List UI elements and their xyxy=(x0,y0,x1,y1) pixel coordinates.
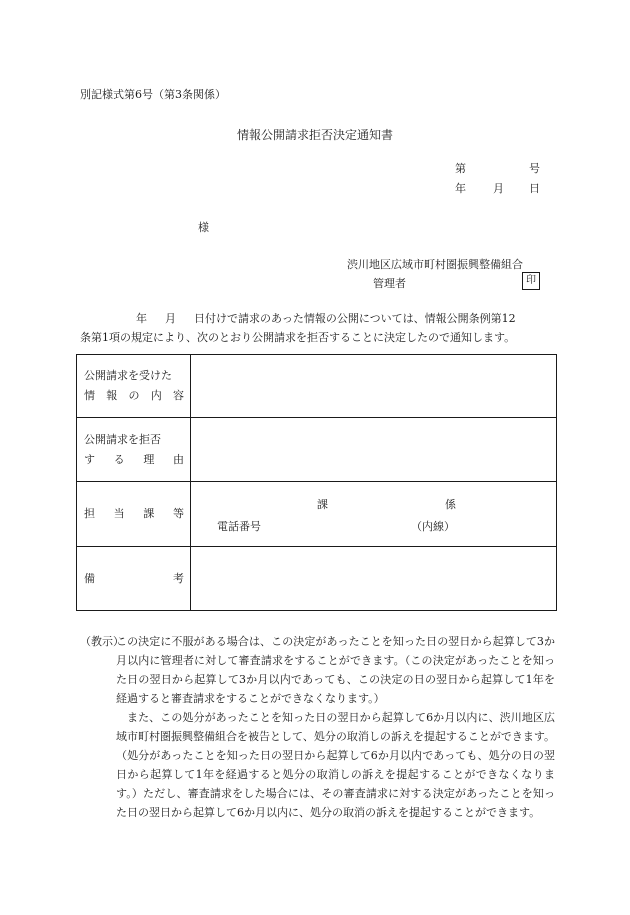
form-reference: 別記様式第6号（第3条関係） xyxy=(80,88,226,101)
body-year-label: 年 xyxy=(136,312,147,325)
date-month-label: 月 xyxy=(493,182,504,195)
table-row xyxy=(77,355,557,418)
label-department xyxy=(77,482,191,547)
label-char: 当 xyxy=(113,507,125,520)
body-line-2: 条第1項の規定により、次のとおり公開請求を拒否することに決定したので通知します。 xyxy=(80,331,516,344)
label-char: 備 xyxy=(84,571,95,585)
label-line: 公開請求を拒否 xyxy=(84,432,161,446)
label-char: 内 xyxy=(150,389,162,402)
label-char: 理 xyxy=(143,452,155,466)
table-row xyxy=(77,482,557,547)
label-line-spread xyxy=(84,569,190,589)
value-refusal-reason[interactable] xyxy=(191,418,557,482)
seal-mark: 印 xyxy=(522,272,540,290)
issuer-title: 管理者 xyxy=(373,277,406,290)
issuer-organization: 渋川地区広域市町村圏振興整備組合 xyxy=(347,258,523,271)
body-line-1 xyxy=(136,310,516,326)
label-char: 等 xyxy=(172,507,184,520)
label-char: る xyxy=(113,452,125,466)
label-char: 担 xyxy=(84,507,95,520)
label-char: 容 xyxy=(173,389,184,402)
number-suffix: 号 xyxy=(529,162,540,175)
label-remarks xyxy=(77,547,191,611)
label-line: 公開請求を受けた xyxy=(84,369,172,382)
body-month-label: 月 xyxy=(165,312,176,325)
notes-paragraph-2: また、この処分があったことを知った日の翌日から起算して6か月以内に、渋川地区広域市町村圏振興整備組合を被告として、処分の取消しの訴えを提起することができます。（処分があったことを知った日の翌日から起算して6か月以内であっても、処分の日の翌日から起算して1年を経過すると処分の取消しの訴えを提起することができなくなります。）ただし、審査請求をした場合には、その審査請求に対する決定があったことを知った日の翌日から起算して6か月以内に、処分の取消の訴えを提起することができます。 xyxy=(116,711,555,819)
section-label: 課 xyxy=(317,498,328,511)
label-char: 課 xyxy=(143,507,155,520)
table-row xyxy=(77,418,557,482)
label-char: す xyxy=(84,452,95,466)
date-year-label: 年 xyxy=(455,182,466,195)
notes-label: （教示） xyxy=(80,635,124,648)
label-char: 報 xyxy=(106,389,118,402)
table-row xyxy=(77,547,557,611)
label-char: 情 xyxy=(84,389,95,402)
date-day-label: 日 xyxy=(529,182,540,195)
label-line-spread xyxy=(84,386,190,406)
phone-label: 電話番号 xyxy=(217,520,261,533)
body-line-1-text: 日付けで請求のあった情報の公開については、情報公開条例第12 xyxy=(194,312,516,325)
extension-label: （内線） xyxy=(411,520,455,533)
label-line-spread xyxy=(84,504,190,524)
value-remarks[interactable] xyxy=(191,547,557,611)
label-char: 由 xyxy=(172,452,184,466)
subsection-label: 係 xyxy=(445,498,456,511)
value-department[interactable] xyxy=(191,482,557,547)
label-char: 考 xyxy=(173,571,184,585)
notes-paragraph-1: この決定に不服がある場合は、この決定があったことを知った日の翌日から起算して3か月以内に管理者に対して審査請求をすることができます。（この決定があったことを知った日の翌日から起算して3か月以内であっても、この決定の日の翌日から起算して1年を経過すると審査請求をすることができなくなります。） xyxy=(116,635,555,705)
label-line-spread xyxy=(84,450,190,470)
document-title: 情報公開請求拒否決定通知書 xyxy=(236,128,393,142)
addressee-honorific: 様 xyxy=(198,221,209,234)
department-fields xyxy=(191,482,556,546)
instruction-notes xyxy=(80,632,555,822)
label-char: の xyxy=(128,389,140,402)
label-refusal-reason xyxy=(77,418,191,482)
decision-table xyxy=(76,354,557,611)
value-requested-info[interactable] xyxy=(191,355,557,418)
number-prefix: 第 xyxy=(455,162,466,175)
label-requested-info xyxy=(77,355,191,418)
